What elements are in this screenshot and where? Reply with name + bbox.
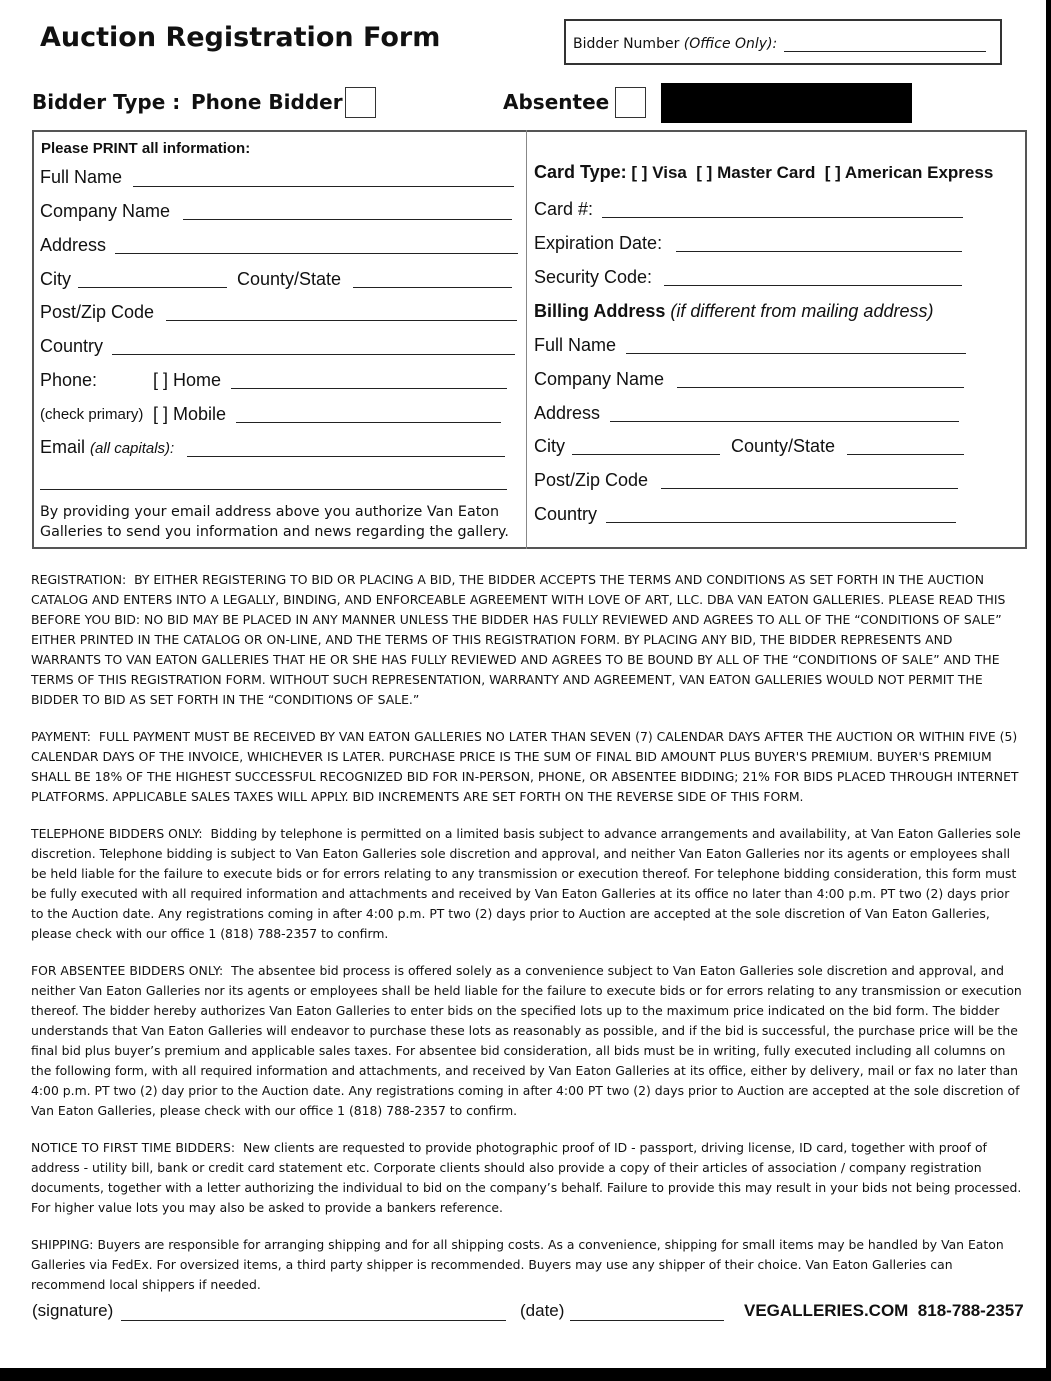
gallery-contact: VEGALLERIES.COM 818-788-2357	[744, 1301, 1024, 1320]
home-phone-option[interactable]: [ ] Home	[153, 370, 222, 390]
address-field[interactable]	[115, 253, 518, 254]
billing-address-label: Address	[534, 403, 601, 423]
billing-county-state-field[interactable]	[847, 454, 964, 455]
absentee-text: The absentee bid process is offered solely as a convenience subject to Van Eaton Galleries sole discretion and approval, and neither Van Eaton Galleries nor its agents or employees shall be held liable for the failure to execute bids or for errors relating to any transmission or execution thereof. The bidder hereby authorizes Van Eaton Galleries to enter bids on the specified lots up to the maximum price indicated on the bid form. The bidder understands that Van Eaton Galleries will endeavor to purchase these lots as reasonably as possible, and if the bid is successful, the purchase price will be the final bid plus buyer’s premium and applicable sales taxes. For absentee bid consideration, all bids must be in writing, fully executed including all columns on the following form, with all required information and attachments, and received by Van Eaton Galleries at its office, either by delivery, mail or fax no later than 4:00 p.m. PT two (2) day prior to the Auction date. Any registrations coming in after 4:00 PT two (2) days prior to Auction are accepted at the sole discretion of Van Eaton Galleries, please check with our office 1 (818) 788-2357 to confirm.	[31, 963, 1022, 1118]
email-label: Email (all capitals):	[40, 437, 175, 457]
signature-label: (signature)	[32, 1301, 114, 1320]
registration-text: BY EITHER REGISTERING TO BID OR PLACING A BID, THE BIDDER ACCEPTS THE TERMS AND CONDITIONS AS SET FORTH IN THE AUCTION CATALOG AND ENTERS INTO A LEGALLY, BINDING, AND ENFORCEABLE AGREEMENT WITH LOVE OF ART, LLC. DBA VAN EATON GALLERIES. PLEASE READ THIS BEFORE YOU BID: NO BID MAY BE PLACED IN ANY MANNER UNLESS THE BIDDER HAS FULLY REVIEWED AND AGREES TO ALL OF THE “CONDITIONS OF SALE” EITHER PRINTED IN THE CATALOG OR ON-LINE, AND THE TERMS OF THIS REGISTRATION FORM. BY PLACING ANY BID, THE BIDDER REPRESENTS AND WARRANTS TO VAN EATON GALLERIES THAT HE OR SHE HAS FULLY REVIEWED AND AGREES TO BE BOUND BY ALL OF THE “CONDITIONS OF SALE” AND THE TERMS OF THIS REGISTRATION FORM. WITHOUT SUCH REPRESENTATION, WARRANTY AND AGREEMENT, VAN EATON GALLERIES WOULD NOT PERMIT THE BIDDER TO BID AS SET FORTH IN THE “CONDITIONS OF SALE.”	[31, 572, 1006, 707]
signature-field[interactable]	[121, 1320, 506, 1321]
billing-city-label: City	[534, 436, 565, 456]
redaction-block	[661, 83, 912, 123]
notice-text: New clients are requested to provide photographic proof of ID - passport, driving license, ID card, together with proof of address - utility bill, bank or credit card statement etc. Corporate clients should also provide a copy of their articles of association / company registration documents, together with a letter authorizing the individual to bid on the company’s behalf. Failure to provide this may result in your bids not being processed. For higher value lots you may also be asked to provide a bankers reference.	[31, 1140, 1022, 1215]
security-code-label: Security Code:	[534, 267, 653, 287]
bidder-type-label: Bidder Type :	[32, 90, 181, 114]
form-title: Auction Registration Form	[40, 22, 441, 53]
post-zip-field[interactable]	[166, 320, 517, 321]
date-field[interactable]	[570, 1320, 724, 1321]
billing-county-state-label: County/State	[731, 436, 836, 456]
billing-full-name-label: Full Name	[534, 335, 617, 355]
shipping-heading: SHIPPING:	[31, 1237, 94, 1252]
notice-heading: NOTICE TO FIRST TIME BIDDERS:	[31, 1140, 236, 1155]
billing-company-name-label: Company Name	[534, 369, 665, 389]
county-state-label: County/State	[237, 269, 342, 289]
address-label: Address	[40, 235, 107, 255]
payment-text: FULL PAYMENT MUST BE RECEIVED BY VAN EATON GALLERIES NO LATER THAN SEVEN (7) CALENDAR DAYS AFTER THE AUCTION OR WITHIN FIVE (5) CALENDAR DAYS OF THE INVOICE, WHICHEVER IS LATER. PURCHASE PRICE IS THE SUM OF FINAL BID AMOUNT PLUS BUYER'S PREMIUM. BUYER'S PREMIUM SHALL BE 18% OF THE HIGHEST SUCCESSFUL RECOGNIZED BID FOR IN-PERSON, PHONE, OR ABSENTEE BIDDING; 21% FOR BIDS PLACED THROUGH INTERNET PLATFORMS. APPLICABLE SALES TAXES WILL APPLY. BID INCREMENTS ARE SET FORTH ON THE REVERSE SIDE OF THIS FORM.	[31, 729, 1019, 804]
registration-terms	[31, 570, 1023, 710]
telephone-text: Bidding by telephone is permitted on a limited basis subject to advance arrangements and availability, at Van Eaton Galleries sole discretion. Telephone bidding is subject to Van Eaton Galleries sole discretion and approval, and neither Van Eaton Galleries nor its agents or employees shall be held liable for the failure to execute bids or for errors relating to any transmission or execution thereof. For telephone bidding consideration, this form must be fully executed with all required information and attachments and received by Van Eaton Galleries at its office no later than 4:00 p.m. PT two (2) days prior to the Auction date. Any registrations coming in after 4:00 p.m. PT two (2) days prior to Auction are accepted at the sole discretion of Van Eaton Galleries, please check with our office 1 (818) 788-2357 to confirm.	[31, 826, 1021, 941]
right-border	[1046, 0, 1051, 1381]
date-label: (date)	[520, 1301, 565, 1320]
billing-country-field[interactable]	[606, 522, 956, 523]
column-divider	[526, 130, 527, 549]
city-field[interactable]	[78, 287, 227, 288]
absentee-checkbox[interactable]	[615, 87, 646, 118]
registration-heading: REGISTRATION:	[31, 572, 127, 587]
card-number-field[interactable]	[602, 217, 963, 218]
email-consent-text: By providing your email address above you authorize Van Eaton Galleries to send you information and news regarding the gallery.	[40, 504, 509, 540]
absentee-terms	[31, 961, 1023, 1121]
full-name-label: Full Name	[40, 167, 123, 187]
email-field-continued[interactable]	[40, 489, 507, 490]
email-field[interactable]	[187, 456, 505, 457]
check-primary-note: (check primary)	[40, 406, 144, 423]
first-time-bidders-notice	[31, 1138, 1023, 1218]
billing-full-name-field[interactable]	[626, 353, 966, 354]
security-code-field[interactable]	[664, 285, 962, 286]
expiration-label: Expiration Date:	[534, 233, 663, 253]
billing-post-zip-field[interactable]	[661, 488, 958, 489]
absentee-heading: FOR ABSENTEE BIDDERS ONLY:	[31, 963, 224, 978]
bottom-border	[0, 1368, 1051, 1381]
phone-bidder-label: Phone Bidder	[191, 90, 343, 114]
shipping-text: Buyers are responsible for arranging shipping and for all shipping costs. As a convenience, shipping for small items may be handled by Van Eaton Galleries via FedEx. For oversized items, a third party shipper is recommended. Buyers may use any shipper of their choice. Van Eaton Galleries can recommend local shippers if needed.	[31, 1237, 1004, 1292]
billing-post-zip-label: Post/Zip Code	[534, 470, 649, 490]
company-name-label: Company Name	[40, 201, 171, 221]
billing-address-heading: Billing Address (if different from mailing address)	[534, 301, 934, 321]
mobile-phone-field[interactable]	[236, 422, 501, 423]
billing-city-field[interactable]	[572, 454, 720, 455]
full-name-field[interactable]	[133, 186, 514, 187]
mobile-phone-option[interactable]: [ ] Mobile	[153, 404, 227, 424]
company-name-field[interactable]	[183, 219, 512, 220]
office-only-box	[564, 19, 1002, 65]
phone-bidder-checkbox[interactable]	[345, 87, 376, 118]
telephone-terms	[31, 824, 1023, 944]
billing-country-label: Country	[534, 504, 598, 524]
phone-label: Phone:	[40, 370, 98, 390]
payment-heading: PAYMENT:	[31, 729, 91, 744]
post-zip-label: Post/Zip Code	[40, 302, 155, 322]
billing-company-name-field[interactable]	[677, 387, 964, 388]
shipping-terms	[31, 1235, 1023, 1295]
information-box	[32, 130, 1027, 549]
county-state-field[interactable]	[353, 287, 512, 288]
card-type-row: Card Type: [ ] Visa [ ] Master Card [ ] American Express	[534, 162, 994, 182]
telephone-heading: TELEPHONE BIDDERS ONLY:	[31, 826, 203, 841]
bidder-number-field[interactable]	[784, 51, 986, 52]
billing-address-field[interactable]	[610, 421, 959, 422]
country-field[interactable]	[112, 354, 515, 355]
absentee-label: Absentee	[503, 90, 610, 114]
print-instruction: Please PRINT all information:	[41, 140, 251, 157]
country-label: Country	[40, 336, 104, 356]
city-label: City	[40, 269, 71, 289]
bidder-number-label: Bidder Number (Office Only):	[573, 36, 778, 52]
home-phone-field[interactable]	[231, 388, 507, 389]
payment-terms	[31, 727, 1023, 807]
card-number-label: Card #:	[534, 199, 594, 219]
expiration-field[interactable]	[676, 251, 962, 252]
